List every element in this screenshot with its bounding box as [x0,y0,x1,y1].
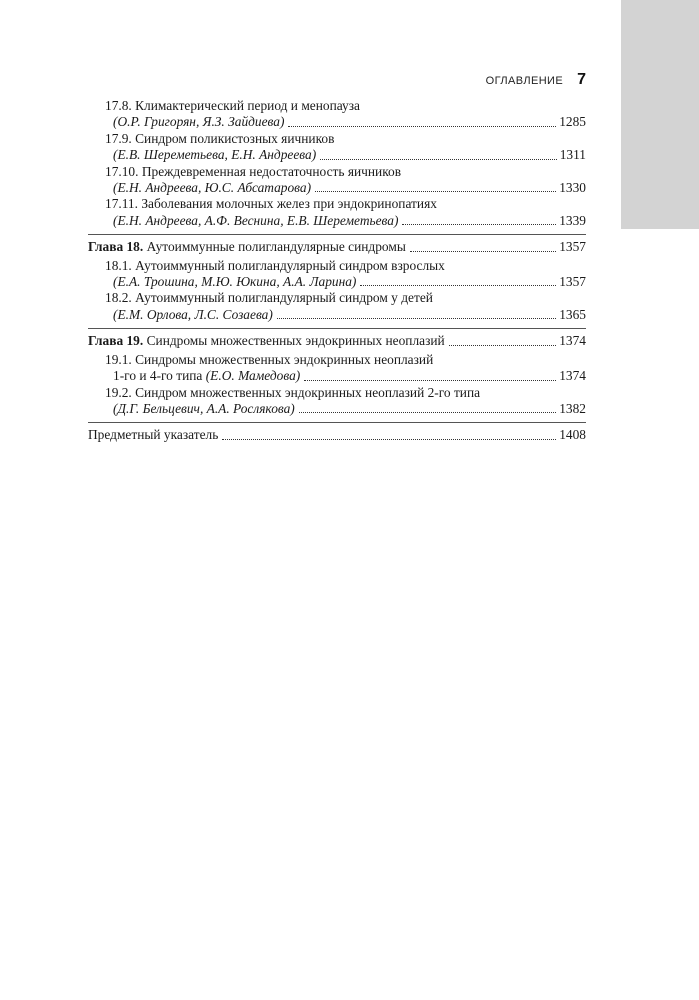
entry-title: 18.2. Аутоиммунный полигландулярный синдром у детей [105,290,433,306]
entry-title: 17.10. Преждевременная недостаточность яичников [105,163,402,179]
dot-leader [304,380,556,381]
entry-page: 1382 [559,400,586,416]
table-of-contents [88,98,586,444]
chapter-label: Глава 18. [88,239,144,255]
chapter-label: Глава 19. [88,333,144,349]
running-title: ОГЛАВЛЕНИЕ [485,75,564,87]
dot-leader [277,318,556,319]
chapter-19-heading [88,333,586,349]
chapter-page: 1357 [559,239,586,255]
entry-page: 1339 [559,212,586,228]
dot-leader [402,224,556,225]
entry-title: 19.2. Синдром множественных эндокринных неоплазий 2-го типа [105,384,481,400]
running-head [486,71,586,89]
entry-page: 1311 [559,147,586,163]
entry-title: Предметный указатель [88,427,219,443]
entry-page: 1408 [559,427,586,443]
toc-entry-19-2 [88,385,586,418]
toc-entry-17-8 [88,98,586,131]
toc-entry-17-10 [88,164,586,197]
entry-page: 1285 [559,114,586,130]
chapter-18-heading [88,239,586,255]
entry-page: 1357 [559,274,586,290]
entry-authors: (Е.А. Трошина, М.Ю. Юкина, А.А. Ларина) [113,274,357,290]
entry-authors: (Е.В. Шереметьева, Е.Н. Андреева) [113,147,317,163]
dot-leader [299,412,556,413]
entry-authors: (О.Р. Григорян, Я.З. Зайдиева) [113,114,285,130]
toc-entry-17-11 [88,196,586,229]
dot-leader [360,285,556,286]
chapter-page: 1374 [559,333,586,349]
page-number: 7 [577,71,586,88]
divider [88,328,586,329]
toc-entry-19-1 [88,352,586,385]
entry-authors: (Е.Н. Андреева, А.Ф. Веснина, Е.В. Шереметьева) [113,212,399,228]
chapter-title: Аутоиммунные полигландулярные синдромы [146,239,406,255]
toc-entry-index [88,427,586,443]
chapter-title: Синдромы множественных эндокринных неоплазий [146,333,445,349]
entry-authors: (Е.Н. Андреева, Ю.С. Абсатарова) [113,180,312,196]
entry-authors: (Д.Г. Бельцевич, А.А. Рослякова) [113,400,295,416]
entry-title: 17.11. Заболевания молочных желез при эндокринопатиях [105,196,437,212]
entry-page: 1330 [559,180,586,196]
dot-leader [315,191,556,192]
toc-entry-18-2 [88,290,586,323]
entry-title: 19.1. Синдромы множественных эндокринных неоплазий [105,351,434,367]
toc-entry-18-1 [88,258,586,291]
entry-authors: (Е.М. Орлова, Л.С. Созаева) [113,306,273,322]
dot-leader [449,345,557,346]
dot-leader [222,439,556,440]
entry-title-continued: 1-го и 4-го типа [113,368,203,384]
dot-leader [288,126,556,127]
dot-leader [410,251,556,252]
entry-title: 17.9. Синдром поликистозных яичников [105,130,335,146]
divider [88,234,586,235]
entry-title: 17.8. Климактерический период и менопауза [105,98,360,113]
entry-title: 18.1. Аутоиммунный полигландулярный синдром взрослых [105,257,445,273]
dot-leader [320,159,557,160]
thumb-tab [621,0,699,229]
entry-page: 1374 [559,368,586,384]
entry-authors: (Е.О. Мамедова) [205,368,301,384]
entry-page: 1365 [559,306,586,322]
divider [88,422,586,423]
toc-entry-17-9 [88,131,586,164]
